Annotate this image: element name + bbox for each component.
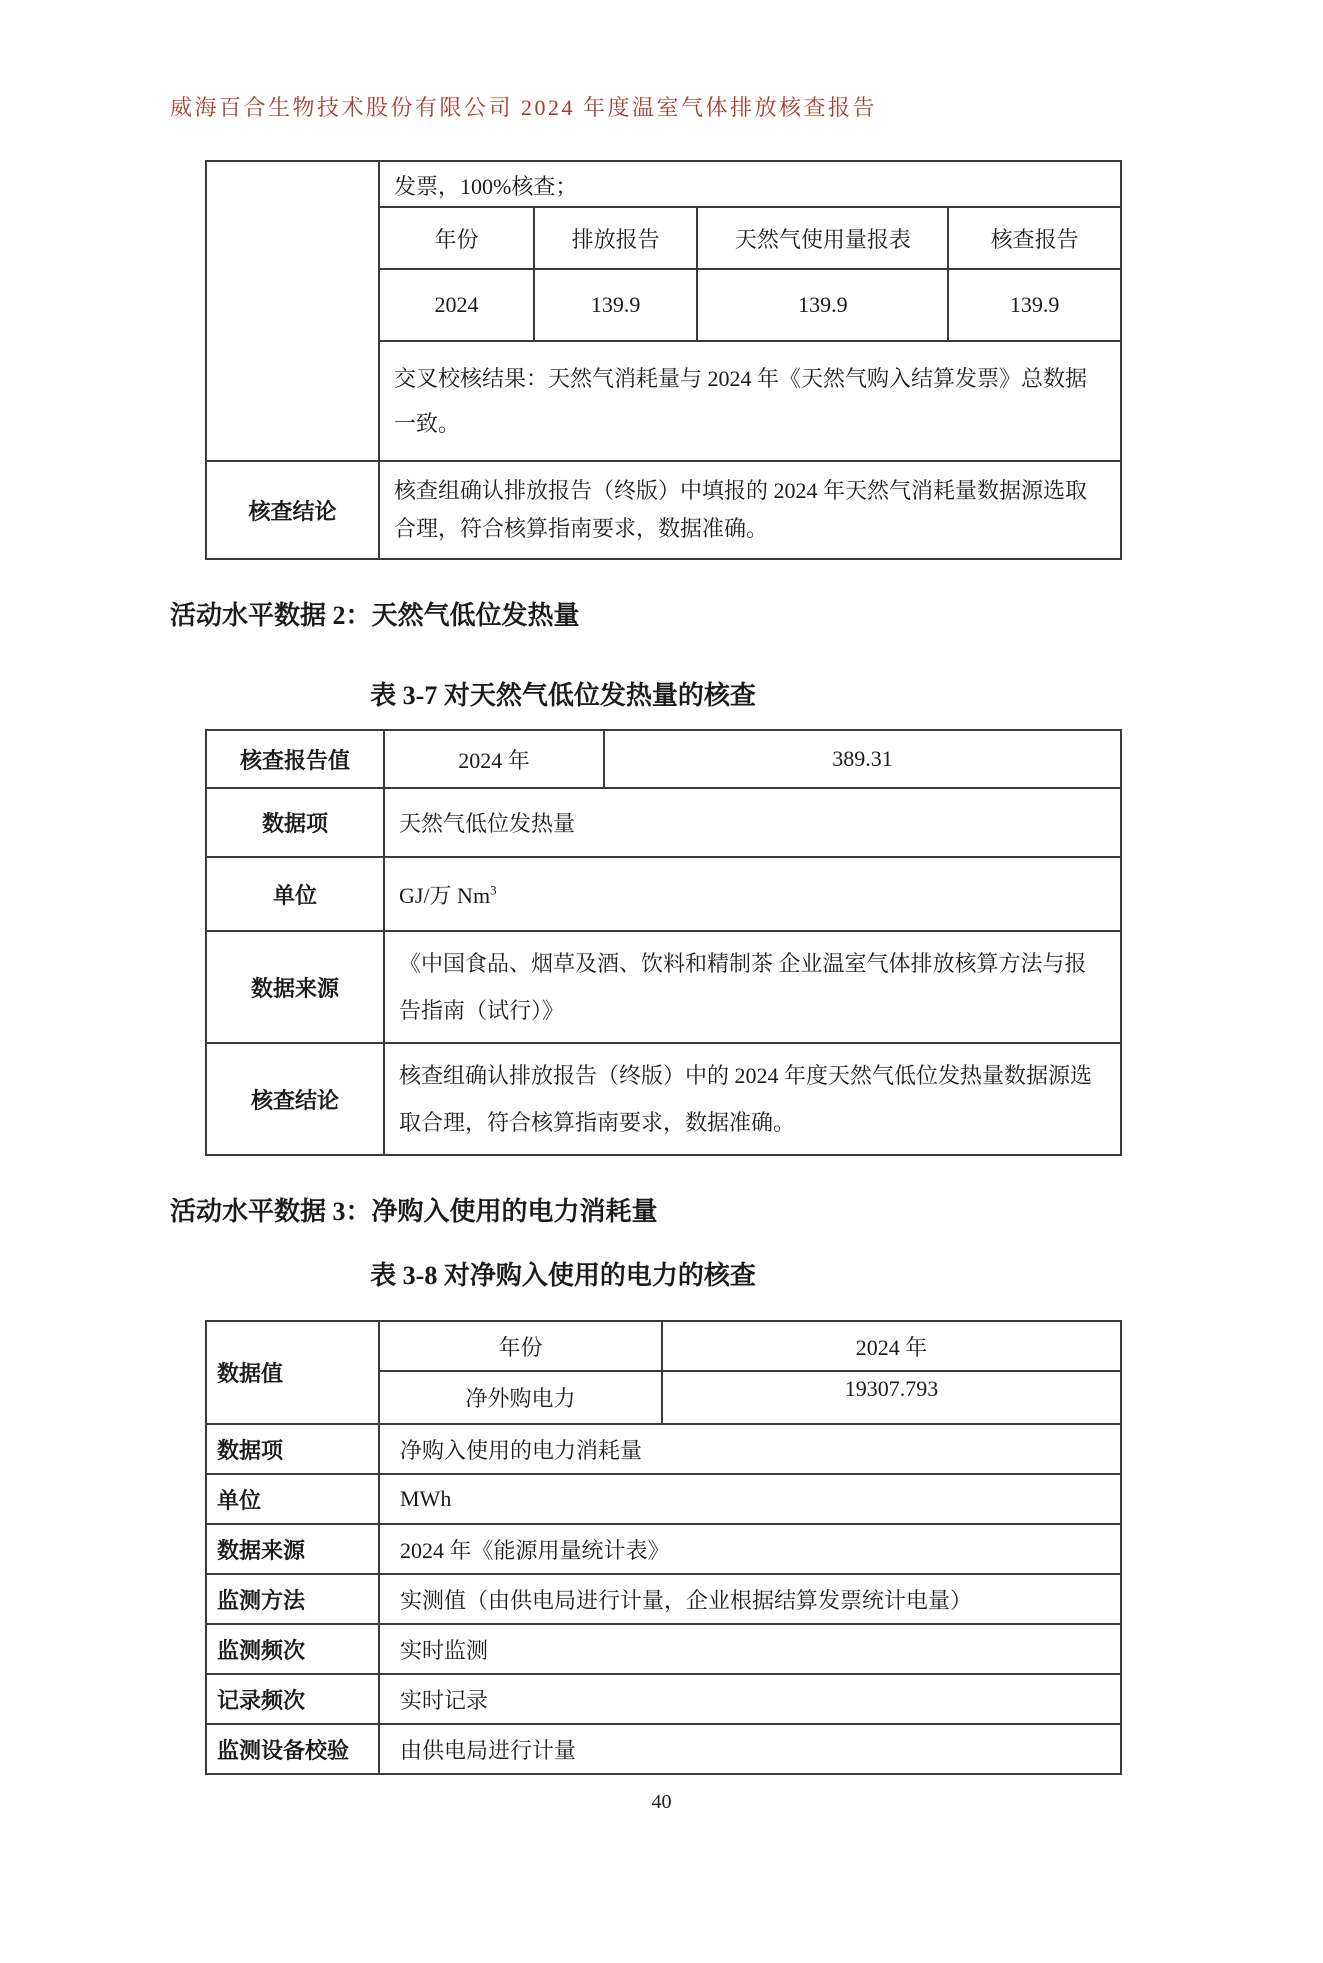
data-item-value: 天然气低位发热量 [384, 788, 1121, 857]
table-3-8-electricity [205, 1320, 1122, 1775]
data-source-value: 2024 年《能源用量统计表》 [379, 1524, 1121, 1574]
net-purchased-power-value: 19307.793 [662, 1371, 1121, 1424]
unit-label: 单位 [206, 1474, 379, 1524]
table-natural-gas-consumption-continued [205, 160, 1122, 560]
page-number: 40 [651, 1791, 672, 1813]
cross-check-result: 交叉校核结果：天然气消耗量与 2024 年《天然气购入结算发票》总数据一致。 [394, 366, 1088, 436]
nested-comparison-table [380, 206, 1120, 342]
conclusion-label: 核查结论 [206, 1043, 384, 1155]
table-3-8-title: 表 3-8 对净购入使用的电力的核查 [370, 1261, 756, 1290]
monitoring-frequency-label: 监测频次 [206, 1624, 379, 1674]
table-row [206, 1674, 1121, 1724]
table-row [206, 461, 1121, 559]
unit-superscript: 3 [490, 882, 497, 898]
col-header-gas-usage-report: 天然气使用量报表 [697, 207, 948, 269]
year-value: 2024 年 [662, 1321, 1121, 1371]
data-item-label: 数据项 [206, 788, 384, 857]
table-row [206, 788, 1121, 857]
net-purchased-power-label: 净外购电力 [379, 1371, 662, 1424]
conclusion-text: 核查组确认排放报告（终版）中填报的 2024 年天然气消耗量数据源选取合理，符合核算指南要求，数据准确。 [379, 461, 1121, 559]
cell-emission-report-value: 139.9 [534, 269, 698, 341]
table-row [206, 1321, 1121, 1371]
data-value-label: 数据值 [206, 1321, 379, 1424]
col-header-year: 年份 [380, 207, 534, 269]
nested-header-row [380, 207, 1120, 269]
table-3-7-title: 表 3-7 对天然气低位发热量的核查 [370, 681, 756, 710]
monitoring-frequency-value: 实时监测 [379, 1624, 1121, 1674]
table-row [206, 1474, 1121, 1524]
monitoring-method-value: 实测值（由供电局进行计量，企业根据结算发票统计电量） [379, 1574, 1121, 1624]
data-item-label: 数据项 [206, 1424, 379, 1474]
table-row [206, 730, 1121, 788]
col-header-verification-report: 核查报告 [948, 207, 1120, 269]
table-row [206, 857, 1121, 931]
unit-base: GJ/万 Nm [399, 882, 491, 908]
data-source-value: 《中国食品、烟草及酒、饮料和精制茶 企业温室气体排放核算方法与报告指南（试行）》 [384, 931, 1121, 1043]
col-header-emission-report: 排放报告 [534, 207, 698, 269]
device-calibration-value: 由供电局进行计量 [379, 1724, 1121, 1774]
device-calibration-label: 监测设备校验 [206, 1724, 379, 1774]
table-3-7-calorific-value [205, 729, 1122, 1156]
monitoring-method-label: 监测方法 [206, 1574, 379, 1624]
record-frequency-value: 实时记录 [379, 1674, 1121, 1724]
cell-year: 2024 [380, 269, 534, 341]
conclusion-label: 核查结论 [206, 461, 379, 559]
year-label: 年份 [379, 1321, 662, 1371]
content-cell [379, 161, 1121, 461]
table-row [206, 1624, 1121, 1674]
data-source-label: 数据来源 [206, 931, 384, 1043]
table-row [206, 1524, 1121, 1574]
invoice-check-note: 发票，100%核查； [394, 174, 578, 199]
unit-value [384, 857, 1121, 931]
table-row [206, 1574, 1121, 1624]
nested-data-row [380, 269, 1120, 341]
cell-gas-usage-value: 139.9 [697, 269, 948, 341]
cell-verification-value: 139.9 [948, 269, 1120, 341]
record-frequency-label: 记录频次 [206, 1674, 379, 1724]
unit-label: 单位 [206, 857, 384, 931]
report-value-label: 核查报告值 [206, 730, 384, 788]
section-heading-activity-data-2: 活动水平数据 2：天然气低位发热量 [170, 601, 580, 630]
report-value-number: 389.31 [604, 730, 1121, 788]
section-heading-activity-data-3: 活动水平数据 3：净购入使用的电力消耗量 [170, 1197, 658, 1226]
table-row [206, 1043, 1121, 1155]
empty-label-cell [206, 161, 379, 461]
table-row [206, 1724, 1121, 1774]
data-source-label: 数据来源 [206, 1524, 379, 1574]
report-value-year: 2024 年 [384, 730, 604, 788]
unit-value: MWh [379, 1474, 1121, 1524]
document-header: 威海百合生物技术股份有限公司 2024 年度温室气体排放核查报告 [170, 95, 878, 120]
conclusion-text: 核查组确认排放报告（终版）中的 2024 年度天然气低位发热量数据源选取合理，符合核算指南要求，数据准确。 [384, 1043, 1121, 1155]
table-row [206, 1424, 1121, 1474]
data-item-value: 净购入使用的电力消耗量 [379, 1424, 1121, 1474]
table-row [206, 931, 1121, 1043]
table-row [206, 161, 1121, 461]
